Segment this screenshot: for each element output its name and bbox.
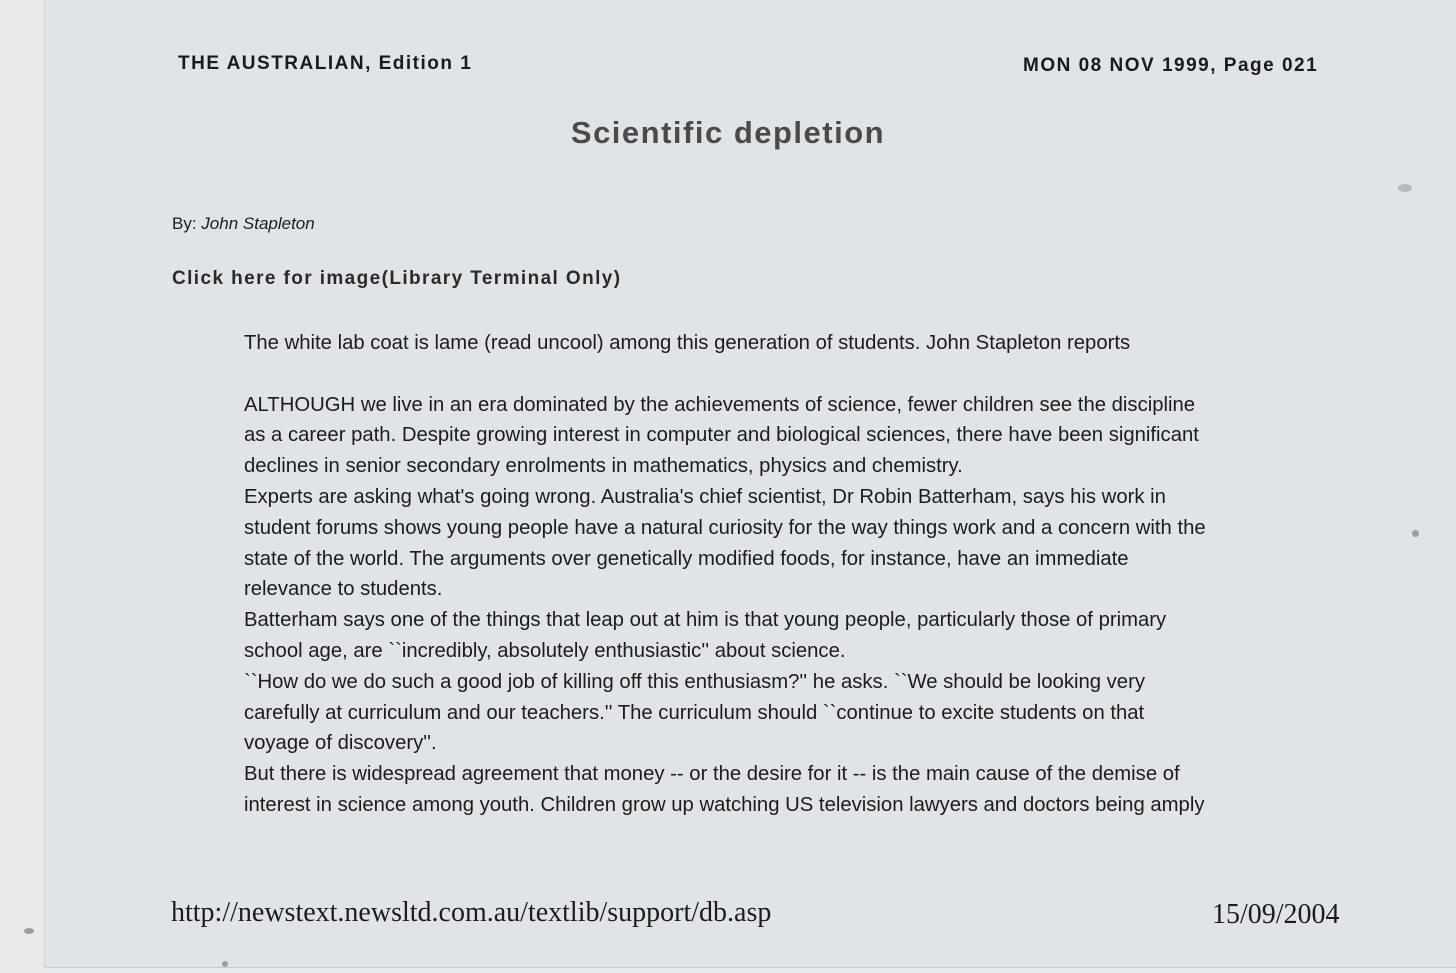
scan-speck <box>24 928 34 934</box>
byline <box>172 214 315 234</box>
article-headline: Scientific depletion <box>570 115 886 150</box>
body-line: state of the world. The arguments over genetically modified foods, for instance, have an immediate <box>244 547 1129 570</box>
body-line: Batterham says one of the things that leap out at him is that young people, particularly those of primary <box>244 609 1167 632</box>
article-body <box>244 328 1304 821</box>
footer-print-date: 15/09/2004 <box>1212 899 1340 930</box>
body-line: as a career path. Despite growing interest in computer and biological sciences, there have been significant <box>244 424 1199 447</box>
byline-prefix: By: <box>172 214 197 233</box>
body-line: Experts are asking what's going wrong. Australia's chief scientist, Dr Robin Batterham, says his work in <box>244 485 1166 508</box>
body-line: declines in senior secondary enrolments in mathematics, physics and chemistry. <box>244 455 963 478</box>
scan-speck <box>222 961 228 967</box>
publication-date-page: MON 08 NOV 1999, Page 021 <box>1023 55 1319 76</box>
body-line: ALTHOUGH we live in an era dominated by the achievements of science, fewer children see the discipline <box>244 393 1196 416</box>
publication-name: THE AUSTRALIAN, Edition 1 <box>178 53 473 74</box>
body-line: But there is widespread agreement that money -- or the desire for it -- is the main cause of the demise of <box>244 763 1180 786</box>
scan-speck <box>1412 530 1419 537</box>
scan-speck <box>1398 184 1412 192</box>
body-line: voyage of discovery''. <box>244 732 437 755</box>
body-line: school age, are ``incredibly, absolutely enthusiastic'' about science. <box>244 639 846 662</box>
body-line: ``How do we do such a good job of killing off this enthusiasm?'' he asks. ``We should be looking very <box>244 670 1145 693</box>
body-line: interest in science among youth. Children grow up watching US television lawyers and doctors being amply <box>244 793 1205 816</box>
image-link[interactable]: Click here for image(Library Terminal Only) <box>172 268 622 289</box>
body-line: relevance to students. <box>244 578 443 601</box>
body-line: carefully at curriculum and our teachers.'' The curriculum should ``continue to excite students on that <box>244 701 1145 724</box>
article-subhead: The white lab coat is lame (read uncool) among this generation of students. John Stapleton reports <box>244 332 1131 354</box>
body-line: student forums shows young people have a natural curiosity for the way things work and a concern with the <box>244 516 1206 539</box>
byline-author: John Stapleton <box>201 214 315 233</box>
footer-url: http://newstext.newsltd.com.au/textlib/support/db.asp <box>171 897 772 928</box>
